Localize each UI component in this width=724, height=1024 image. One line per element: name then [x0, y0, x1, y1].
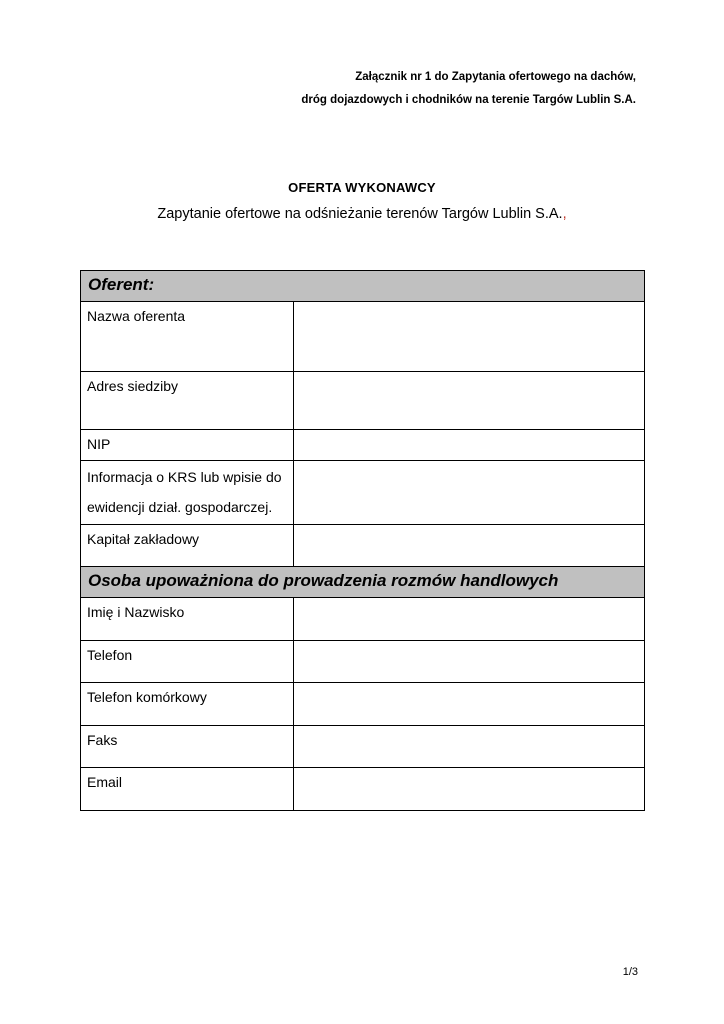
attachment-note-line2: dróg dojazdowych i chodników na terenie Targów Lublin S.A.	[301, 94, 636, 106]
field-label-nip: NIP	[81, 430, 294, 461]
table-row	[81, 726, 645, 768]
field-label-full-name: Imię i Nazwisko	[81, 598, 294, 641]
section-heading-offeror: Oferent:	[81, 271, 645, 302]
attachment-note-line1: Załącznik nr 1 do Zapytania ofertowego na dachów,	[355, 71, 636, 83]
field-input-phone[interactable]	[294, 641, 645, 683]
field-input-krs[interactable]	[294, 461, 645, 525]
field-label-krs-line2: ewidencji dział. gospodarczej.	[87, 499, 273, 515]
table-row	[81, 372, 645, 430]
table-row	[81, 768, 645, 811]
field-label-phone: Telefon	[81, 641, 294, 683]
page-number: 1/3	[622, 966, 638, 978]
field-input-nip[interactable]	[294, 430, 645, 461]
offer-form-table	[80, 270, 645, 811]
field-label-krs-line1: Informacja o KRS lub wpisie do	[87, 469, 282, 485]
table-row	[81, 683, 645, 726]
table-row	[81, 461, 645, 525]
field-label-mobile: Telefon komórkowy	[81, 683, 294, 726]
section-header-offeror	[81, 271, 645, 302]
field-input-capital[interactable]	[294, 525, 645, 567]
field-label-address: Adres siedziby	[81, 372, 294, 430]
field-label-email: Email	[81, 768, 294, 811]
field-label-krs	[81, 461, 294, 525]
section-heading-contact-person: Osoba upoważniona do prowadzenia rozmów handlowych	[81, 567, 645, 598]
field-input-email[interactable]	[294, 768, 645, 811]
section-header-contact-person	[81, 567, 645, 598]
field-label-capital: Kapitał zakładowy	[81, 525, 294, 567]
field-input-address[interactable]	[294, 372, 645, 430]
field-input-full-name[interactable]	[294, 598, 645, 641]
table-row	[81, 525, 645, 567]
subtitle-mark: ,	[562, 206, 567, 222]
field-input-fax[interactable]	[294, 726, 645, 768]
field-label-fax: Faks	[81, 726, 294, 768]
table-row	[81, 302, 645, 372]
field-label-name: Nazwa oferenta	[81, 302, 294, 372]
attachment-note	[301, 66, 636, 112]
table-row	[81, 430, 645, 461]
subtitle-text: Zapytanie ofertowe na odśnieżanie terenów Targów Lublin S.A.	[157, 206, 563, 222]
table-row	[81, 641, 645, 683]
field-input-name[interactable]	[294, 302, 645, 372]
document-subtitle	[0, 206, 724, 222]
table-row	[81, 598, 645, 641]
document-title: OFERTA WYKONAWCY	[288, 180, 436, 195]
field-input-mobile[interactable]	[294, 683, 645, 726]
